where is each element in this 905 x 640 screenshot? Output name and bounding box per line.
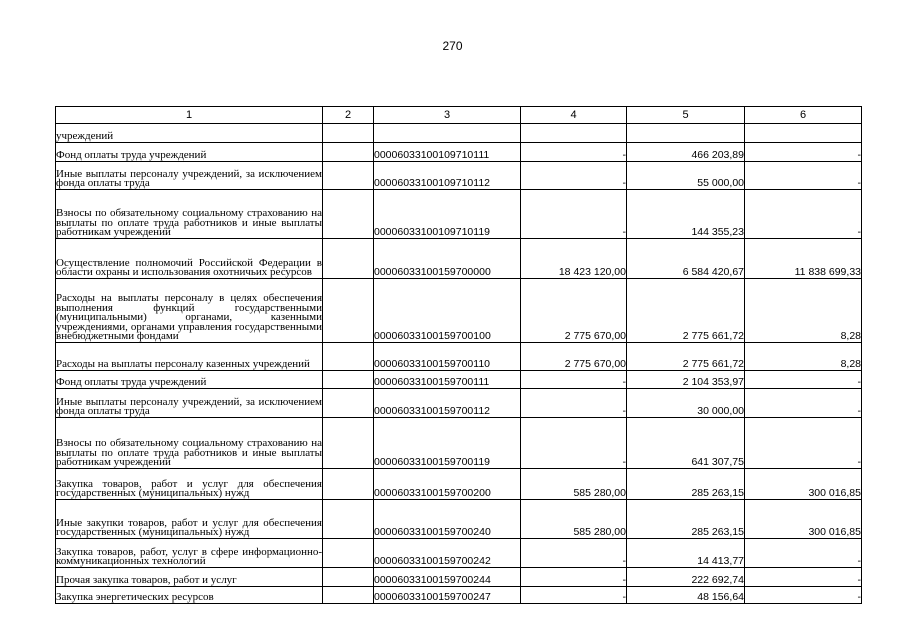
table-header-row <box>56 107 862 124</box>
row-plan-cell: 585 280,00 <box>521 500 627 539</box>
row-executed-cell: 6 584 420,67 <box>627 239 745 279</box>
row-plan-cell: 2 775 670,00 <box>521 279 627 343</box>
row-name-cell: Расходы на выплаты персоналу в целях обеспечения выполнения функций государственными (муниципальными) органами, казенными учреждениями, органами управления государственными внебюджетными фондами <box>56 279 323 343</box>
row-name-cell: Иные выплаты персоналу учреждений, за исключением фонда оплаты труда <box>56 389 323 418</box>
row-executed-cell: 2 104 353,97 <box>627 371 745 389</box>
row-executed-cell: 222 692,74 <box>627 568 745 587</box>
row-name-cell: Взносы по обязательному социальному страхованию на выплаты по оплате труда работников и иные выплаты работникам учреждений <box>56 418 323 469</box>
row-code-cell: 00006033100109710112 <box>374 162 521 190</box>
row-executed-cell: 285 263,15 <box>627 469 745 500</box>
page-number: 270 <box>442 39 463 53</box>
row-code-cell: 00006033100159700119 <box>374 418 521 469</box>
table-row <box>56 500 862 539</box>
row-code-cell <box>374 124 521 143</box>
row-remain-cell: - <box>745 568 862 587</box>
row-remain-cell: - <box>745 389 862 418</box>
row-name-cell: Закупка энергетических ресурсов <box>56 587 323 604</box>
row-col2-cell <box>323 587 374 604</box>
table-row <box>56 239 862 279</box>
row-name-cell: Прочая закупка товаров, работ и услуг <box>56 568 323 587</box>
row-code-cell: 00006033100159700110 <box>374 343 521 371</box>
row-plan-cell: - <box>521 539 627 568</box>
budget-execution-table <box>55 106 862 604</box>
row-code-cell: 00006033100109710111 <box>374 143 521 162</box>
row-col2-cell <box>323 539 374 568</box>
row-remain-cell: - <box>745 371 862 389</box>
row-executed-cell: 30 000,00 <box>627 389 745 418</box>
row-col2-cell <box>323 143 374 162</box>
table-row <box>56 190 862 239</box>
row-remain-cell: - <box>745 539 862 568</box>
row-executed-cell: 144 355,23 <box>627 190 745 239</box>
table-row <box>56 371 862 389</box>
row-plan-cell: - <box>521 568 627 587</box>
row-plan-cell: 18 423 120,00 <box>521 239 627 279</box>
column-header-5: 5 <box>627 107 745 124</box>
row-remain-cell: 300 016,85 <box>745 469 862 500</box>
row-plan-cell: - <box>521 389 627 418</box>
row-code-cell: 00006033100159700100 <box>374 279 521 343</box>
table-row <box>56 343 862 371</box>
row-executed-cell: 2 775 661,72 <box>627 343 745 371</box>
row-col2-cell <box>323 343 374 371</box>
row-col2-cell <box>323 279 374 343</box>
row-col2-cell <box>323 568 374 587</box>
table-row <box>56 587 862 604</box>
row-executed-cell <box>627 124 745 143</box>
row-plan-cell <box>521 124 627 143</box>
row-remain-cell: - <box>745 587 862 604</box>
row-plan-cell: 585 280,00 <box>521 469 627 500</box>
row-plan-cell: - <box>521 587 627 604</box>
row-col2-cell <box>323 469 374 500</box>
row-executed-cell: 285 263,15 <box>627 500 745 539</box>
table-row <box>56 389 862 418</box>
row-code-cell: 00006033100159700240 <box>374 500 521 539</box>
row-code-cell: 00006033100159700242 <box>374 539 521 568</box>
row-name-cell: Фонд оплаты труда учреждений <box>56 143 323 162</box>
table-row <box>56 539 862 568</box>
row-name-cell: Фонд оплаты труда учреждений <box>56 371 323 389</box>
table-row <box>56 143 862 162</box>
row-executed-cell: 48 156,64 <box>627 587 745 604</box>
row-plan-cell: - <box>521 190 627 239</box>
row-col2-cell <box>323 371 374 389</box>
row-executed-cell: 55 000,00 <box>627 162 745 190</box>
row-code-cell: 00006033100159700000 <box>374 239 521 279</box>
row-code-cell: 00006033100159700247 <box>374 587 521 604</box>
table-body <box>56 124 862 604</box>
table-row <box>56 162 862 190</box>
row-code-cell: 00006033100159700112 <box>374 389 521 418</box>
row-remain-cell: 8,28 <box>745 343 862 371</box>
column-header-2: 2 <box>323 107 374 124</box>
row-remain-cell: - <box>745 143 862 162</box>
row-col2-cell <box>323 418 374 469</box>
row-remain-cell: 11 838 699,33 <box>745 239 862 279</box>
row-remain-cell <box>745 124 862 143</box>
table-row <box>56 568 862 587</box>
row-executed-cell: 14 413,77 <box>627 539 745 568</box>
row-executed-cell: 641 307,75 <box>627 418 745 469</box>
row-remain-cell: - <box>745 190 862 239</box>
row-name-cell: Закупка товаров, работ и услуг для обеспечения государственных (муниципальных) нужд <box>56 469 323 500</box>
row-remain-cell: - <box>745 162 862 190</box>
column-header-3: 3 <box>374 107 521 124</box>
row-col2-cell <box>323 500 374 539</box>
row-name-cell: Иные закупки товаров, работ и услуг для обеспечения государственных (муниципальных) нужд <box>56 500 323 539</box>
row-plan-cell: - <box>521 143 627 162</box>
row-col2-cell <box>323 162 374 190</box>
column-header-6: 6 <box>745 107 862 124</box>
row-name-cell: Иные выплаты персоналу учреждений, за исключением фонда оплаты труда <box>56 162 323 190</box>
column-header-1: 1 <box>56 107 323 124</box>
row-remain-cell: 300 016,85 <box>745 500 862 539</box>
row-remain-cell: - <box>745 418 862 469</box>
row-code-cell: 00006033100159700111 <box>374 371 521 389</box>
row-name-cell: Взносы по обязательному социальному страхованию на выплаты по оплате труда работников и иные выплаты работникам учреждений <box>56 190 323 239</box>
row-plan-cell: 2 775 670,00 <box>521 343 627 371</box>
row-col2-cell <box>323 124 374 143</box>
table-row <box>56 279 862 343</box>
row-code-cell: 00006033100159700244 <box>374 568 521 587</box>
row-col2-cell <box>323 239 374 279</box>
row-plan-cell: - <box>521 371 627 389</box>
row-col2-cell <box>323 190 374 239</box>
table-row <box>56 469 862 500</box>
row-col2-cell <box>323 389 374 418</box>
row-code-cell: 00006033100109710119 <box>374 190 521 239</box>
row-name-cell: Расходы на выплаты персоналу казенных учреждений <box>56 343 323 371</box>
column-header-4: 4 <box>521 107 627 124</box>
row-executed-cell: 2 775 661,72 <box>627 279 745 343</box>
row-remain-cell: 8,28 <box>745 279 862 343</box>
row-code-cell: 00006033100159700200 <box>374 469 521 500</box>
table-row <box>56 418 862 469</box>
row-plan-cell: - <box>521 418 627 469</box>
table-row <box>56 124 862 143</box>
row-name-cell: Закупка товаров, работ, услуг в сфере информационно-коммуникационных технологий <box>56 539 323 568</box>
row-executed-cell: 466 203,89 <box>627 143 745 162</box>
row-name-cell: Осуществление полномочий Российской Федерации в области охраны и использования охотничьих ресурсов <box>56 239 323 279</box>
row-name-cell: учреждений <box>56 124 323 143</box>
row-plan-cell: - <box>521 162 627 190</box>
